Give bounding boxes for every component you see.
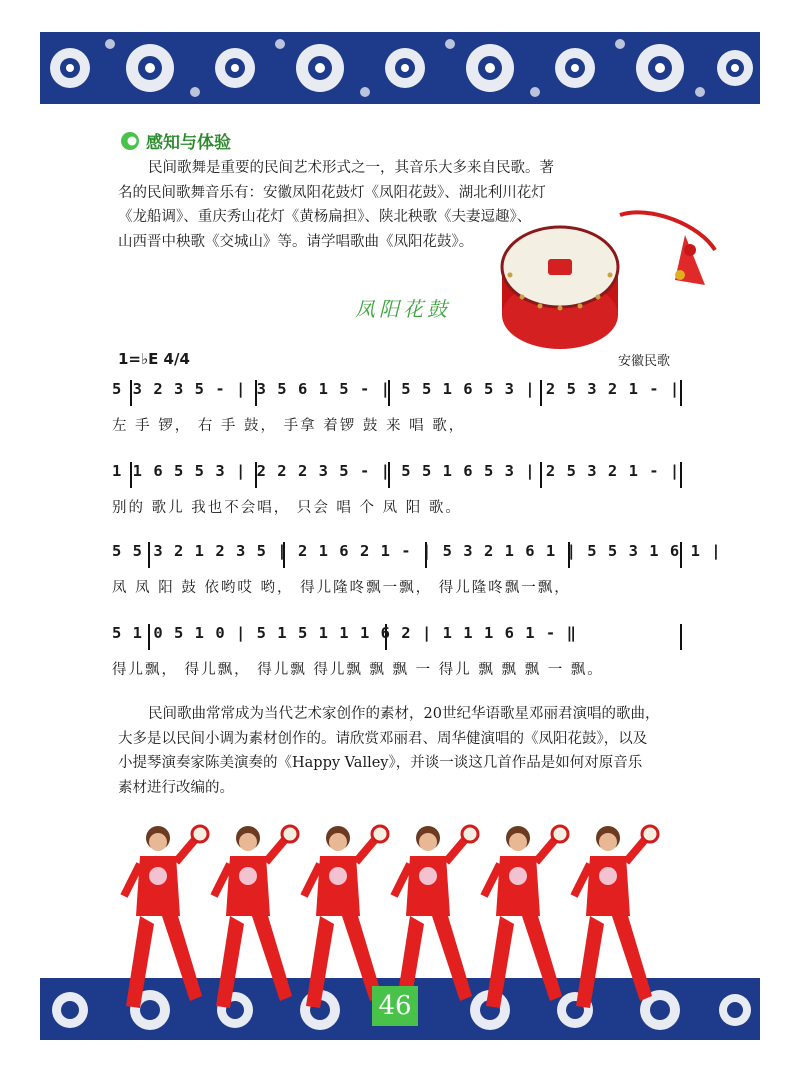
outro-paragraph [118,702,688,800]
intro-line: 名的民间歌舞音乐有：安徽凤阳花鼓灯《凤阳花鼓》、湖北利川花灯 [118,184,546,201]
section-heading [120,128,231,153]
score-notes: 1 1 6 5 5 3 | 2 2 2 3 5 - | 5 5 1 6 5 3 | 2 5 3 2 1 - | [112,462,681,480]
bar-line [680,624,682,650]
outro-line: 素材进行改编的。 [118,779,234,796]
score-lyrics: 别的 歌儿 我也不会唱， 只会 唱 个 凤 阳 歌。 [112,500,462,516]
intro-line: 《龙船调》、重庆秀山花灯《黄杨扁担》、陕北秧歌《夫妻逗趣》、 [118,209,532,225]
score-notes: 5 3 2 3 5 - | 3 5 6 1 5 - | 5 5 1 6 5 3 | 2 5 3 2 1 - | [112,380,681,398]
outro-line: 小提琴演奏家陈美演奏的《Happy Valley》，并谈一谈这几首作品是如何对原音乐 [118,755,643,771]
outro-line: 民间歌曲常常成为当代艺术家创作的素材，20世纪华语歌星邓丽君演唱的歌曲， [148,706,660,722]
section-title: 感知与体验 [146,133,231,153]
song-title: 凤阳花鼓 [355,297,451,321]
key-signature: 1=♭E 4/4 [118,350,190,368]
intro-line: 山西晋中秧歌《交城山》等。请学唱歌曲《凤阳花鼓》。 [118,233,474,250]
drum-image [500,205,730,355]
score-lyrics: 左 手 锣， 右 手 鼓， 手拿 着锣 鼓 来 唱 歌， [112,418,466,434]
score-notes: 5 5 3 2 1 2 3 5 | 2 1 6 2 1 - | 5 3 2 1 6 1 | 5 5 3 1 6 1 | [112,542,722,560]
green-circle-icon [120,131,140,151]
score-lyrics: 得儿飘， 得儿飘， 得儿飘 得儿飘 飘 飘 一 得儿 飘 飘 飘 一 飘。 [112,662,604,678]
intro-line: 民间歌舞是重要的民间艺术形式之一，其音乐大多来自民歌。著 [148,160,554,176]
outro-line: 大多是以民间小调为素材创作的。请欣赏邓丽君、周华健演唱的《凤阳花鼓》，以及 [118,730,648,747]
top-decorative-border [0,0,800,108]
song-attribution: 安徽民歌 [618,354,671,369]
score-lyrics: 凤 凤 阳 鼓 依哟哎 哟， 得儿隆咚飘一飘， 得儿隆咚飘一飘， [112,580,571,596]
page-number: 46 [372,986,418,1026]
score-notes: 5 1 0 5 1 0 | 5 1 5 1 1 1 6 2 | 1 1 1 6 1 - ‖ [112,624,577,642]
